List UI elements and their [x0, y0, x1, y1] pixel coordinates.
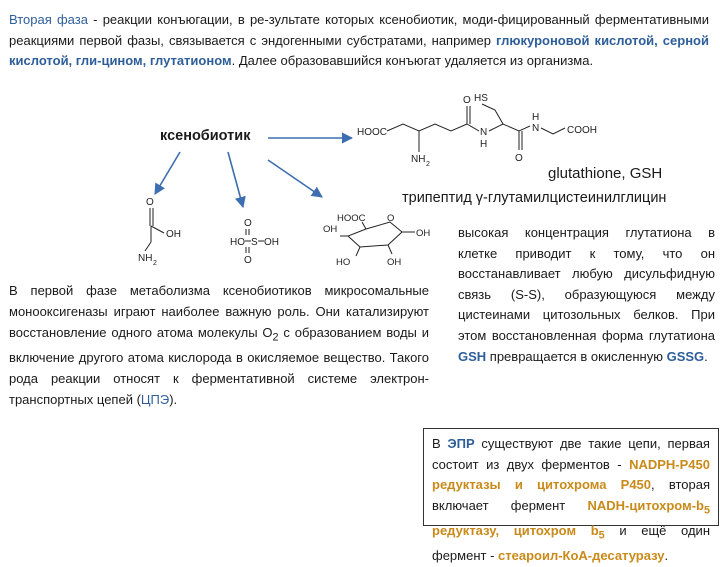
cpe-term: ЦПЭ — [140, 391, 170, 407]
gsh-o2-label: O — [515, 153, 523, 164]
cyt-b5-term: редуктазу, цитохром b — [432, 522, 599, 538]
phase2-term: Вторая фаза — [9, 12, 88, 27]
arrow-to-sulfate — [228, 152, 243, 207]
gly-nh2-label: NH — [138, 253, 153, 264]
phase1-paragraph — [9, 281, 429, 410]
epr-text: В — [432, 436, 448, 451]
arrow-to-glucuronic — [268, 160, 322, 197]
xenobiotic-label: ксенобиотик — [160, 128, 251, 144]
substrates-term: глюкуроновой кислотой, серной кислотой, гли-цином, глутатионом — [9, 32, 709, 68]
gssg-term: GSSG — [666, 348, 705, 364]
b5-subscript-2: 5 — [598, 529, 605, 542]
glutathione-name: glutathione, GSH — [548, 165, 663, 182]
gsh-nh2-sub: 2 — [426, 161, 430, 168]
gly-o-label: O — [146, 197, 154, 208]
sulf-o-bottom: O — [244, 255, 252, 266]
sulfate-structure — [230, 218, 279, 266]
gly-oh-label: OH — [166, 229, 181, 240]
epr-text-4: и ещё один фермент - — [432, 522, 710, 564]
gluc-ho-label: HO — [336, 257, 351, 268]
gsh-cooh-label: COOH — [567, 125, 597, 136]
gsh-nh2-label: NH — [411, 154, 426, 165]
sulf-oh-label: OH — [264, 237, 279, 248]
gluc-hooc-label: HOOC — [337, 213, 366, 224]
glutathione-note — [458, 223, 715, 367]
gsh-n2-label: N — [532, 123, 540, 134]
o2-subscript: 2 — [272, 331, 279, 344]
gsh-h1-label: H — [480, 139, 488, 150]
nadh-term: NADH-цитохром-b — [587, 497, 704, 513]
gly-nh2-sub: 2 — [153, 260, 157, 267]
epr-text-5: . — [664, 548, 669, 564]
sulf-s-label: S — [251, 237, 258, 248]
b5-subscript: 5 — [703, 504, 710, 517]
gsh-hs-label: HS — [474, 93, 488, 104]
gsh-h2-label: H — [532, 112, 540, 123]
gluc-oh2-label: OH — [323, 224, 338, 235]
gluc-ring-o-label: O — [387, 213, 395, 224]
intro-text-end: . Далее образовавшийся конъюгат удаляется из организма. — [231, 53, 594, 68]
phase1-text-2: с образованием воды и включение другого атома кислорода в окисляемое вещество. Такого рода реакции относят к ферментативной системе электрон-транспортных цепей ( — [9, 324, 429, 407]
gsh-o1-label: O — [463, 95, 471, 106]
gsh-hooc-label: HOOC — [357, 127, 387, 138]
epr-note-box — [423, 428, 719, 564]
sulf-ho-label: HO — [230, 237, 245, 248]
gsh-n1-label: N — [480, 127, 488, 138]
glutathione-structure — [357, 93, 597, 168]
arrow-to-glycine — [155, 152, 180, 194]
gsh-note-text: высокая концентрация глутатиона в клетке приводит к тому, что он восстанавливает любую дисульфидную связь (S-S), образующуюся между цистеинами цитозольных белков. При этом восстановленная форма глутатиона — [458, 225, 715, 343]
phase1-text: В первой фазе метаболизма ксенобиотиков микросомальные монооксигеназы играют наиболее важную роль. Они катализируют восстановление одного атома молекулы O — [9, 283, 429, 340]
glutathione-description: трипептид γ-глутамилцистеинилглицин — [402, 190, 667, 206]
gsh-term: GSH — [458, 348, 487, 364]
glycine-structure — [138, 197, 181, 267]
nadph-term: NADPH-P450 редуктазы и цитохрома P450 — [432, 456, 710, 493]
gsh-note-text-2: превращается в окисленную — [486, 348, 667, 364]
glucuronic-structure — [323, 213, 430, 268]
gsh-note-text-3: . — [704, 348, 708, 364]
gluc-oh3-label: OH — [387, 257, 402, 268]
desaturase-term: стеароил-КоА-десатуразу — [498, 548, 665, 564]
intro-text: - реакции конъюгации, в ре-зультате которых ксенобиотик, моди-фицированный ферментативными реакциями первой фазы, связывается с эндогенными субстратами, например — [9, 12, 709, 48]
gluc-oh1-label: OH — [416, 228, 431, 239]
epr-term: ЭПР — [447, 436, 475, 451]
epr-text-2: существуют две такие цепи, первая состоит из двух ферментов - — [432, 436, 710, 472]
phase1-text-3: ). — [169, 391, 178, 407]
epr-text-3: , вторая включает фермент — [432, 477, 710, 513]
sulf-o-top: O — [244, 218, 252, 229]
